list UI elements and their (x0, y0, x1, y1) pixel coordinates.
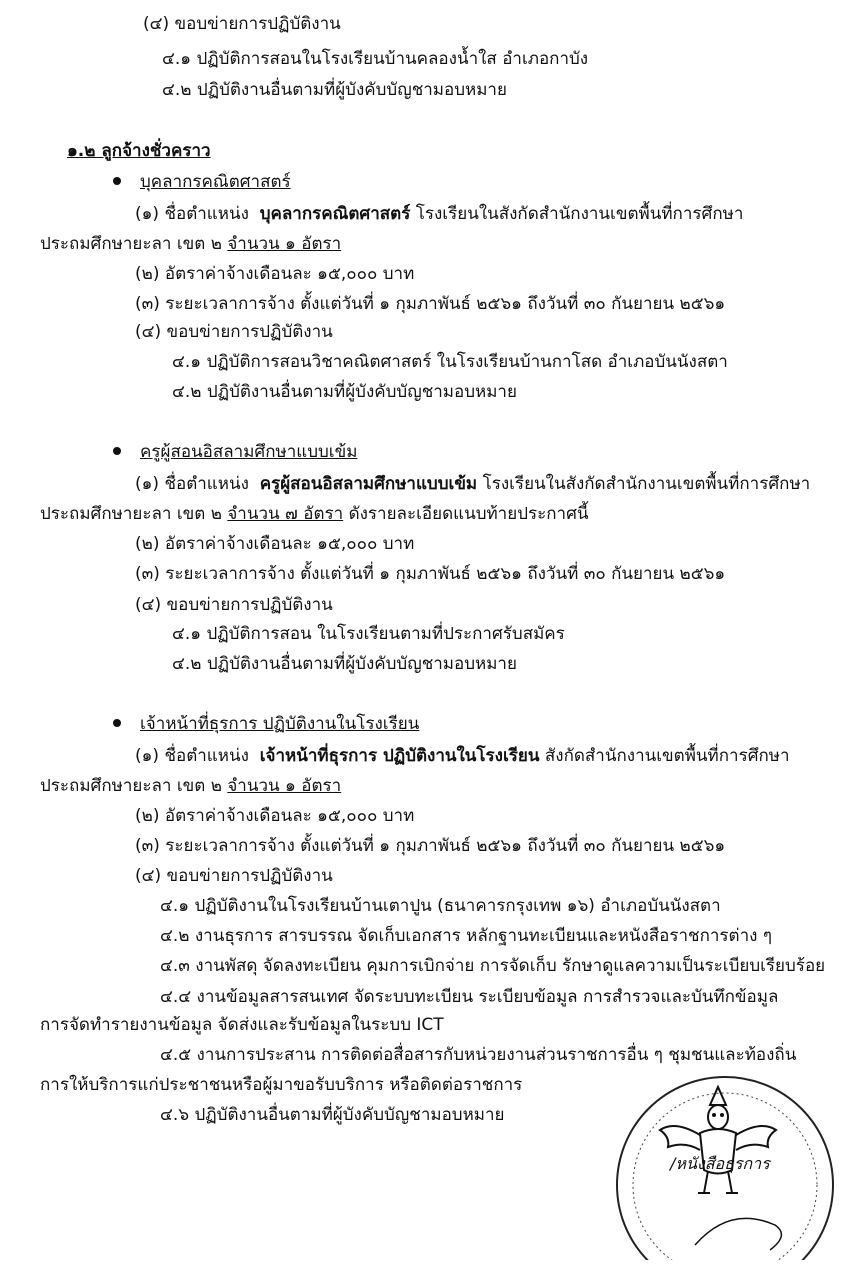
scope-item-1: ๔.๑ ปฏิบัติการสอน ในโรงเรียนตามที่ประกาศรับสมัคร (172, 624, 565, 644)
period-line: (๓) ระยะเวลาการจ้าง ตั้งแต่วันที่ ๑ กุมภาพันธ์ ๒๕๖๑ ถึงวันที่ ๓๐ กันยายน ๒๕๖๑ (135, 836, 726, 856)
scope-item-1: ๔.๑ ปฏิบัติงานในโรงเรียนบ้านเตาปูน (ธนาคารกรุงเทพ ๑๖) อำเภอบันนังสตา (160, 896, 721, 916)
position-title-math: บุคลากรคณิตศาสตร์ (140, 172, 291, 192)
scope-heading: (๔) ขอบข่ายการปฏิบัติงาน (135, 595, 333, 615)
section-heading: ๑.๒ ลูกจ้างชั่วคราว (67, 141, 211, 161)
position-title-islamic: ครูผู้สอนอิสลามศึกษาแบบเข้ม (140, 442, 358, 462)
scope-item-6: ๔.๖ ปฏิบัติงานอื่นตามที่ผู้บังคับบัญชามอบหมาย (160, 1105, 505, 1125)
scope-item-3: ๔.๓ งานพัสดุ จัดลงทะเบียน คุมการเบิกจ่าย การจัดเก็บ รักษาดูแลความเป็นระเบียบเรียบร้อย (160, 956, 826, 976)
scope-item-1: ๔.๑ ปฏิบัติการสอนในโรงเรียนบ้านคลองน้ำใส อำเภอกาบัง (162, 49, 589, 69)
stamp-label: /หนังสือธุรการ (670, 1154, 770, 1173)
period-line: (๓) ระยะเวลาการจ้าง ตั้งแต่วันที่ ๑ กุมภาพันธ์ ๒๕๖๑ ถึงวันที่ ๓๐ กันยายน ๒๕๖๑ (135, 294, 726, 314)
bullet-icon (113, 719, 121, 727)
scope-item-1: ๔.๑ ปฏิบัติการสอนวิชาคณิตศาสตร์ ในโรงเรียนบ้านกาโสด อำเภอบันนังสตา (172, 352, 728, 372)
wage-line: (๒) อัตราค่าจ้างเดือนละ ๑๕,๐๐๐ บาท (135, 264, 415, 284)
bullet-icon (113, 177, 121, 185)
scope-item-2: ๔.๒ ปฏิบัติงานอื่นตามที่ผู้บังคับบัญชามอบหมาย (172, 654, 517, 674)
official-seal-stamp (600, 1075, 840, 1260)
scope-item-2: ๔.๒ ปฏิบัติงานอื่นตามที่ผู้บังคับบัญชามอบหมาย (172, 382, 517, 402)
bullet-icon (113, 447, 121, 455)
scope-heading: (๔) ขอบข่ายการปฏิบัติงาน (135, 322, 333, 342)
scope-item-2: ๔.๒ ปฏิบัติงานอื่นตามที่ผู้บังคับบัญชามอบหมาย (162, 80, 507, 100)
position-district-line: ประถมศึกษายะลา เขต ๒ จำนวน ๑ อัตรา (40, 234, 342, 254)
position-district-line: ประถมศึกษายะลา เขต ๒ จำนวน ๑ อัตรา (40, 776, 342, 796)
position-name-line: (๑) ชื่อตำแหน่ง บุคลากรคณิตศาสตร์ โรงเรียนในสังกัดสำนักงานเขตพื้นที่การศึกษา (135, 204, 744, 224)
wage-line: (๒) อัตราค่าจ้างเดือนละ ๑๕,๐๐๐ บาท (135, 806, 415, 826)
scope-heading: (๔) ขอบข่ายการปฏิบัติงาน (135, 866, 333, 886)
position-name-line: (๑) ชื่อตำแหน่ง ครูผู้สอนอิสลามศึกษาแบบเข้ม โรงเรียนในสังกัดสำนักงานเขตพื้นที่การศึกษา (135, 474, 811, 494)
scope-item-4: ๔.๔ งานข้อมูลสารสนเทศ จัดระบบทะเบียน ระเบียบข้อมูล การสำรวจและบันทึกข้อมูล (160, 987, 779, 1007)
period-line: (๓) ระยะเวลาการจ้าง ตั้งแต่วันที่ ๑ กุมภาพันธ์ ๒๕๖๑ ถึงวันที่ ๓๐ กันยายน ๒๕๖๑ (135, 564, 726, 584)
position-district-line: ประถมศึกษายะลา เขต ๒ จำนวน ๗ อัตรา ดังรายละเอียดแนบท้ายประกาศนี้ (40, 504, 589, 524)
position-name-line: (๑) ชื่อตำแหน่ง เจ้าหน้าที่ธุรการ ปฏิบัติงานในโรงเรียน สังกัดสำนักงานเขตพื้นที่การศึกษา (135, 746, 790, 766)
position-title-clerk: เจ้าหน้าที่ธุรการ ปฏิบัติงานในโรงเรียน (140, 714, 420, 734)
wage-line: (๒) อัตราค่าจ้างเดือนละ ๑๕,๐๐๐ บาท (135, 534, 415, 554)
scope-item-4-cont: การจัดทำรายงานข้อมูล จัดส่งและรับข้อมูลในระบบ ICT (40, 1015, 444, 1035)
scope-heading: (๔) ขอบข่ายการปฏิบัติงาน (143, 14, 341, 34)
scope-item-2: ๔.๒ งานธุรการ สารบรรณ จัดเก็บเอกสาร หลักฐานทะเบียนและหนังสือราชการต่าง ๆ (160, 926, 772, 946)
scope-item-5-cont: การให้บริการแก่ประชาชนหรือผู้มาขอรับบริการ หรือติดต่อราชการ (40, 1075, 523, 1095)
scope-item-5: ๔.๕ งานการประสาน การติดต่อสื่อสารกับหน่วยงานส่วนราชการอื่น ๆ ชุมชนและท้องถิ่น (160, 1045, 797, 1065)
